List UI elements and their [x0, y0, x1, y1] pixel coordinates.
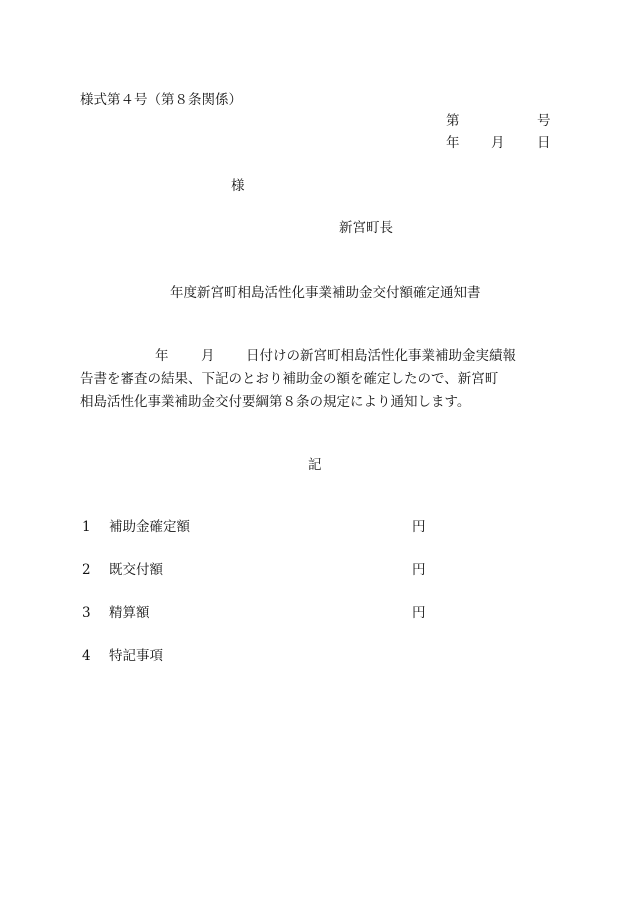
item-unit: 円: [412, 519, 426, 535]
body-month: 月: [201, 348, 215, 364]
date-month: 月: [491, 135, 505, 151]
form-label: 様式第４号（第８条関係）: [80, 92, 242, 108]
item-number: 2: [82, 562, 91, 578]
item-label: 既交付額: [109, 562, 163, 578]
doc-number-suffix: 号: [537, 113, 551, 129]
item-number: 1: [82, 519, 91, 535]
body-line2: 告書を審査の結果、下記のとおり補助金の額を確定したので、新宮町: [80, 371, 499, 387]
item-number: 3: [82, 605, 91, 621]
date-day: 日: [537, 135, 551, 151]
ki-heading: 記: [308, 457, 322, 473]
date-year: 年: [446, 135, 460, 151]
body-line1: 日付けの新宮町相島活性化事業補助金実績報: [246, 348, 516, 364]
document-title: 年度新宮町相島活性化事業補助金交付額確定通知書: [170, 285, 481, 301]
item-unit: 円: [412, 562, 426, 578]
item-number: 4: [82, 648, 91, 664]
doc-number-prefix: 第: [446, 113, 460, 129]
addressee: 様: [231, 178, 245, 194]
body-year: 年: [155, 348, 169, 364]
body-line3: 相島活性化事業補助金交付要綱第８条の規定により通知します。: [80, 394, 471, 410]
sender: 新宮町長: [339, 220, 393, 236]
item-label: 補助金確定額: [109, 519, 190, 535]
item-unit: 円: [412, 605, 426, 621]
item-label: 特記事項: [109, 648, 163, 664]
item-label: 精算額: [109, 605, 150, 621]
